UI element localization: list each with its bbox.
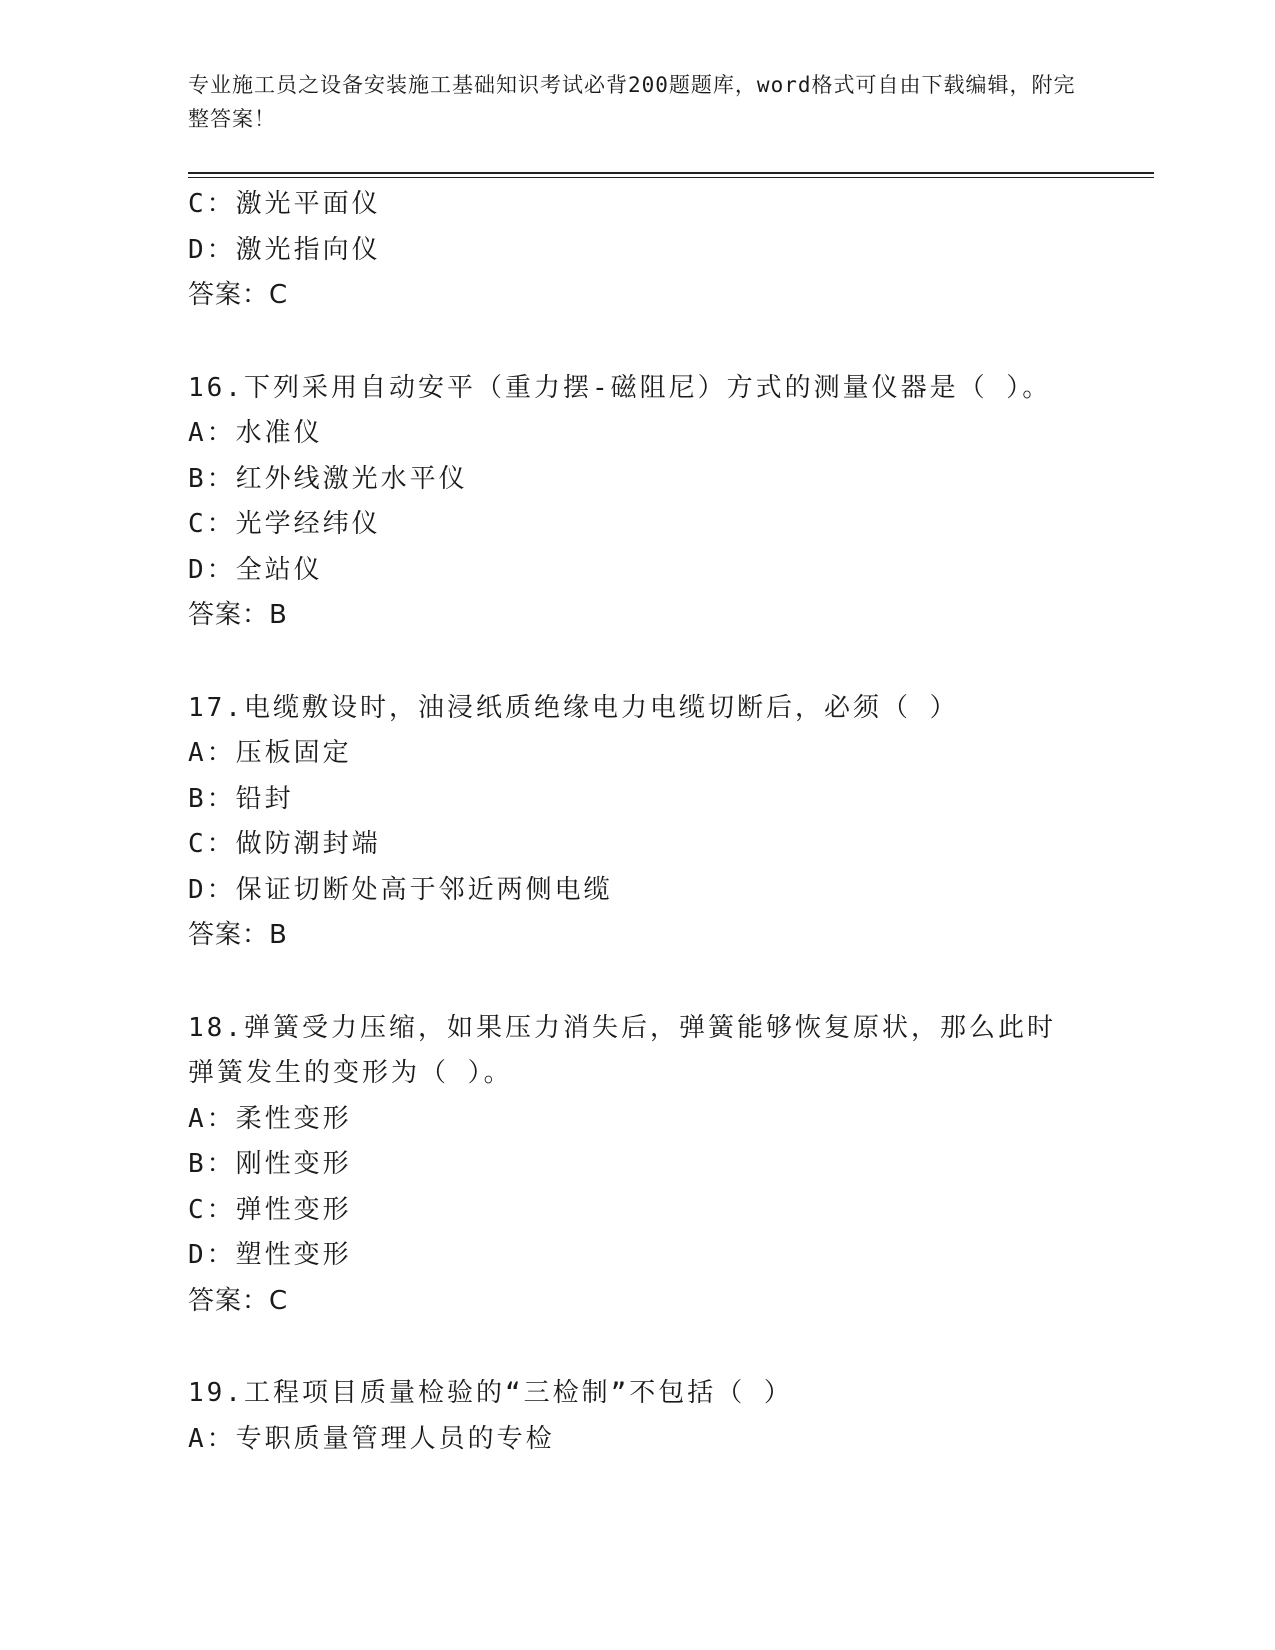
- option-b: B：铅封: [188, 783, 294, 814]
- option-d: D：保证切断处高于邻近两侧电缆: [188, 874, 613, 905]
- document-page: [188, 68, 1158, 1462]
- question-text: 16.下列采用自动安平（重力摆-磁阻尼）方式的测量仪器是（ ）。: [188, 372, 1052, 403]
- question-text: 17.电缆敷设时，油浸纸质绝缘电力电缆切断后，必须（ ）: [188, 692, 959, 723]
- option-a: A：水准仪: [188, 418, 323, 448]
- option-c: C：光学经纬仪: [188, 509, 381, 539]
- answer-line: 答案：C: [188, 280, 289, 310]
- answer-line: 答案：B: [188, 920, 288, 950]
- question-16: [188, 366, 1158, 639]
- option-a: A：柔性变形: [188, 1103, 352, 1134]
- option-b: B：红外线激光水平仪: [188, 463, 468, 494]
- option-b: B：刚性变形: [188, 1149, 352, 1179]
- option-a: A：压板固定: [188, 738, 352, 768]
- document-header: 专业施工员之设备安装施工基础知识考试必背200题题库，word格式可自由下载编辑，附完整答案！: [188, 73, 1076, 131]
- option-d: D：全站仪: [188, 554, 323, 585]
- previous-question-tail: [188, 182, 1158, 319]
- question-text: 19.工程项目质量检验的“三检制”不包括（ ）: [188, 1378, 793, 1408]
- option-c: C：激光平面仪: [188, 189, 381, 219]
- question-19: [188, 1371, 1158, 1462]
- question-text: 18.弹簧受力压缩，如果压力消失后，弹簧能够恢复原状，那么此时弹簧发生的变形为（ ）。: [188, 1012, 1056, 1088]
- header-divider: [188, 172, 1154, 178]
- option-c: C：做防潮封端: [188, 829, 381, 859]
- option-a: A：专职质量管理人员的专检: [188, 1423, 555, 1454]
- option-d: D：激光指向仪: [188, 234, 381, 265]
- question-17: [188, 686, 1158, 959]
- option-d: D：塑性变形: [188, 1240, 352, 1270]
- answer-line: 答案：B: [188, 600, 288, 630]
- question-18: [188, 1006, 1158, 1325]
- option-c: C：弹性变形: [188, 1194, 352, 1225]
- answer-line: 答案：C: [188, 1285, 289, 1316]
